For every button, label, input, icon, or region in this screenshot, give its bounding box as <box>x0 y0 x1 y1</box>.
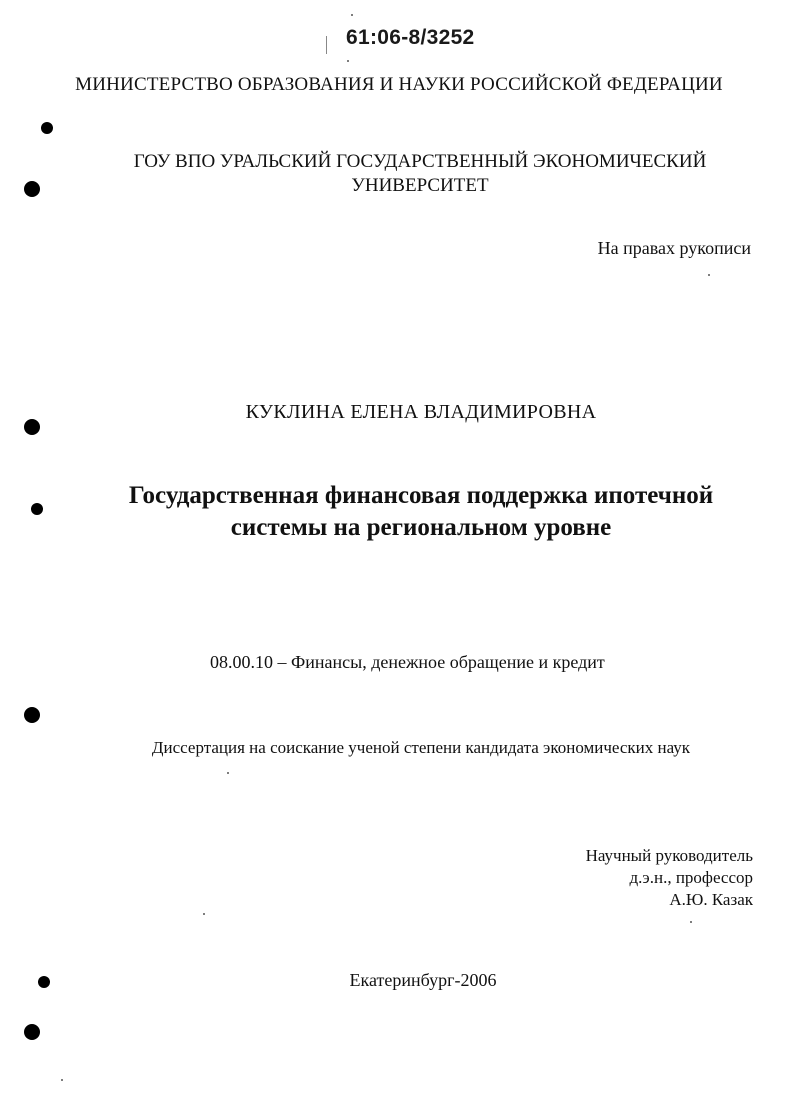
advisor-name: А.Ю. Казак <box>669 890 753 909</box>
dissertation-title <box>40 480 798 544</box>
scan-speck <box>708 274 710 276</box>
punch-hole <box>31 503 43 515</box>
advisor-role: Научный руководитель <box>585 846 753 865</box>
archive-stamp: 61:06-8/3252 <box>346 26 475 49</box>
punch-hole <box>24 1024 40 1040</box>
city-year: Екатеринбург-2006 <box>349 970 497 990</box>
dissertation-title-line2: системы на региональном уровне <box>230 514 612 541</box>
author-name: КУКЛИНА ЕЛЕНА ВЛАДИМИРОВНА <box>245 401 597 423</box>
manuscript-note: На правах рукописи <box>597 238 751 258</box>
ministry-heading: МИНИСТЕРСТВО ОБРАЗОВАНИЯ И НАУКИ РОССИЙСКОЙ ФЕДЕРАЦИИ <box>75 74 723 95</box>
scan-speck <box>203 913 205 915</box>
scan-mark <box>326 36 327 54</box>
scan-speck <box>227 772 229 774</box>
specialty-code: 08.00.10 – Финансы, денежное обращение и кредит <box>210 652 605 672</box>
university-name-line1: ГОУ ВПО УРАЛЬСКИЙ ГОСУДАРСТВЕННЫЙ ЭКОНОМИЧЕСКИЙ <box>133 151 707 172</box>
scan-speck <box>347 60 349 62</box>
punch-hole <box>38 976 50 988</box>
advisor-degree: д.э.н., профессор <box>629 868 753 887</box>
punch-hole <box>41 122 53 134</box>
punch-hole <box>24 181 40 197</box>
university-name <box>60 150 780 198</box>
degree-statement: Диссертация на соискание ученой степени кандидата экономических наук <box>151 738 691 757</box>
scan-speck <box>690 921 692 923</box>
scientific-advisor <box>586 845 753 911</box>
scan-speck <box>61 1079 63 1081</box>
punch-hole <box>24 419 40 435</box>
university-name-line2: УНИВЕРСИТЕТ <box>351 175 489 196</box>
scan-speck <box>351 14 353 16</box>
punch-hole <box>24 707 40 723</box>
dissertation-title-line1: Государственная финансовая поддержка ипотечной <box>128 482 714 509</box>
